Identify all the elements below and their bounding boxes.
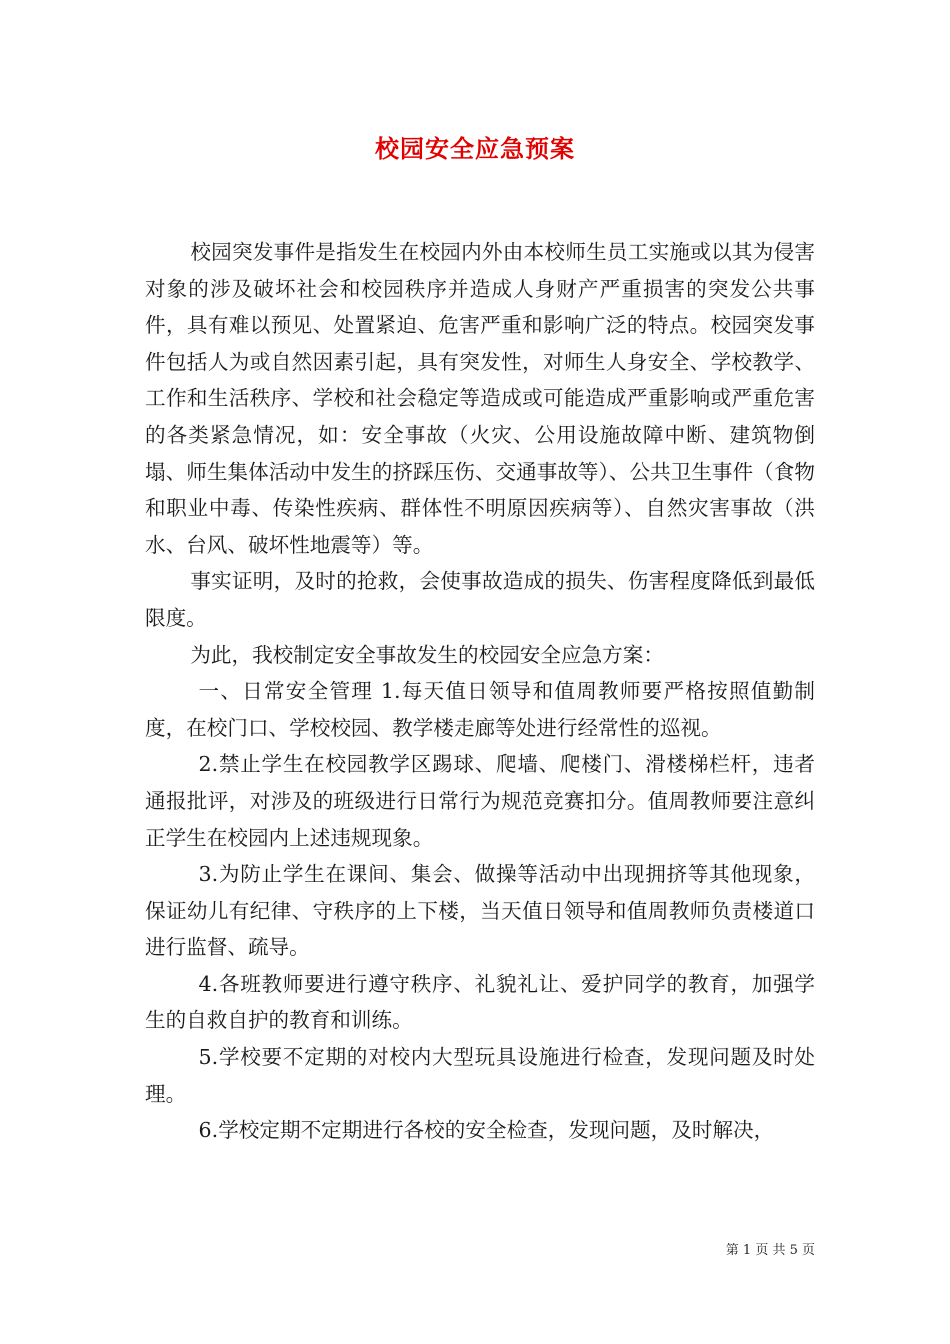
document-body [145,234,815,1149]
paragraph-item-4: 4.各班教师要进行遵守秩序、礼貌礼让、爱护同学的教育，加强学生的自救自护的教育和训练。 [145,971,815,1033]
page-number: 第 1 页 共 5 页 [725,1243,815,1258]
paragraph-intro: 校园突发事件是指发生在校园内外由本校师生员工实施或以其为侵害对象的涉及破坏社会和校园秩序并造成人身财产严重损害的突发公共事件，具有难以预见、处置紧迫、危害严重和影响广泛的特点。校园突发事件包括人为或自然因素引起，具有突发性，对师生人身安全、学校教学、工作和生活秩序、学校和社会稳定等造成或可能造成严重影响或严重危害的各类紧急情况，如：安全事故（火灾、公用设施故障中断、建筑物倒塌、师生集体活动中发生的挤踩压伤、交通事故等）、公共卫生事件（食物和职业中毒、传染性疾病、群体性不明原因疾病等）、自然灾害事故（洪水、台风、破坏性地震等）等。 [145,240,815,557]
paragraph-fact: 事实证明，及时的抢救，会使事故造成的损失、伤害程度降低到最低限度。 [145,569,815,630]
paragraph-item-1: 一、日常安全管理 1.每天值日领导和值周教师要严格按照值勤制度，在校门口、学校校园、教学楼走廊等处进行经常性的巡视。 [145,679,815,740]
paragraph-plan-intro: 为此，我校制定安全事故发生的校园安全应急方案： [190,642,664,667]
paragraph-item-3: 3.为防止学生在课间、集会、做操等活动中出现拥挤等其他现象，保证幼儿有纪律、守秩序的上下楼，当天值日领导和值周教师负责楼道口进行监督、疏导。 [145,862,815,960]
paragraph-item-5: 5.学校要不定期的对校内大型玩具设施进行检查，发现问题及时处理。 [145,1045,815,1106]
document-title: 校园安全应急预案 [375,134,575,163]
paragraph-item-6: 6.学校定期不定期进行各校的安全检查，发现问题，及时解决， [198,1118,775,1143]
paragraph-item-2: 2.禁止学生在校园教学区踢球、爬墙、爬楼门、滑楼梯栏杆，违者通报批评，对涉及的班级进行日常行为规范竞赛扣分。值周教师要注意纠正学生在校园内上述违规现象。 [145,752,815,850]
